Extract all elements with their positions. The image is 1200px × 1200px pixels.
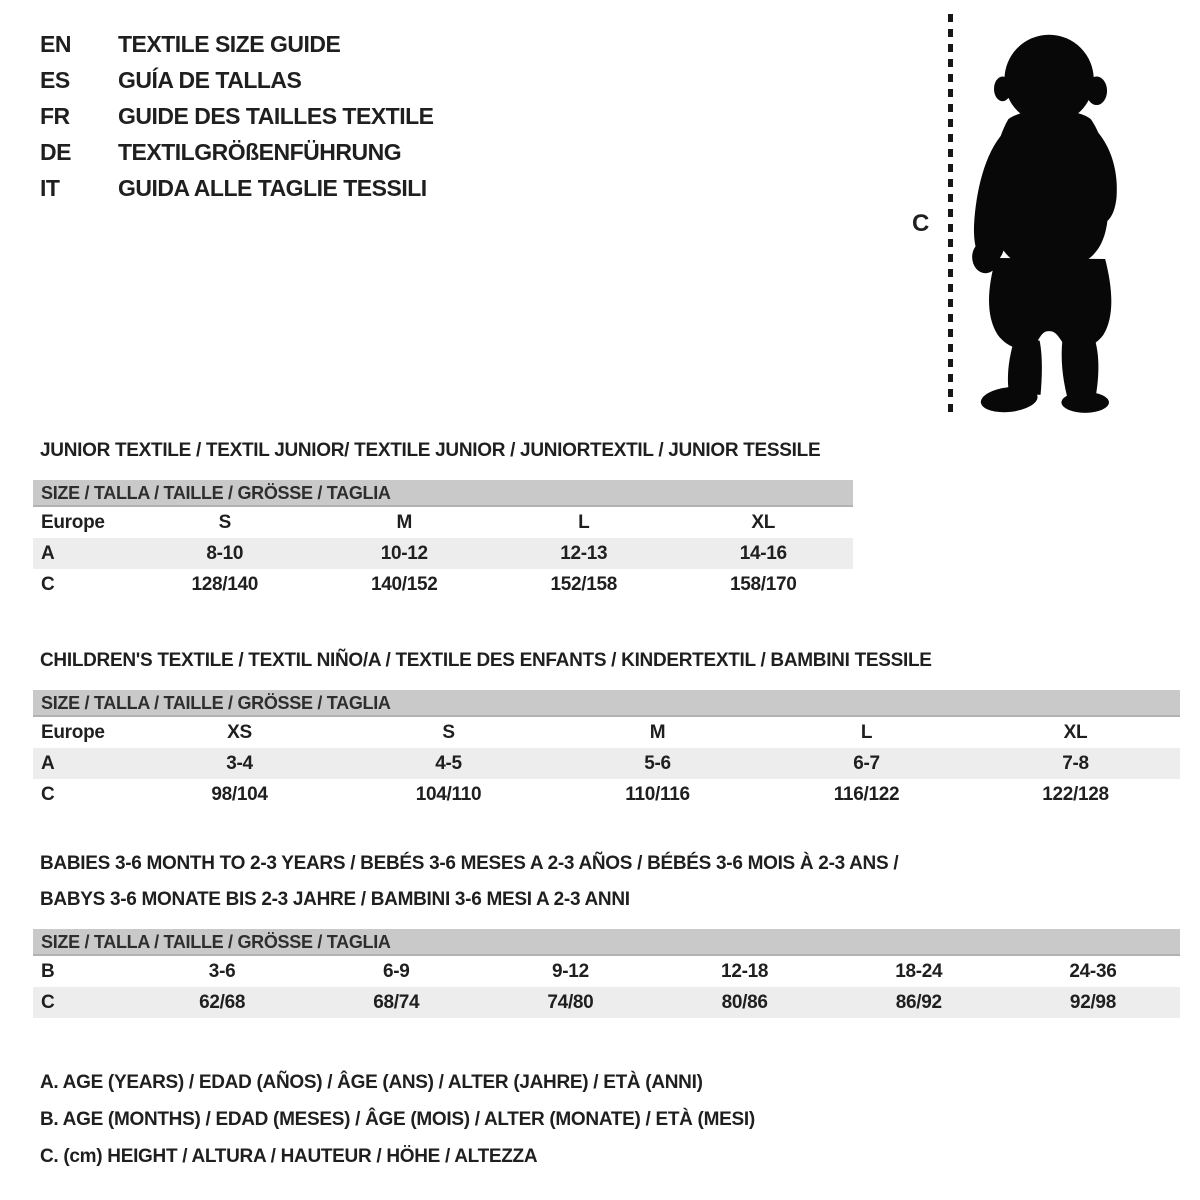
- size-cell: 3-4: [226, 752, 253, 774]
- language-code: FR: [40, 102, 70, 129]
- size-cell: 104/110: [415, 783, 482, 805]
- size-cell: 12-13: [560, 542, 608, 564]
- size-table-section: [33, 433, 853, 600]
- size-cell: 3-6: [208, 960, 236, 982]
- language-title: TEXTILE SIZE GUIDE: [118, 30, 341, 57]
- language-title: GUIDE DES TAILLES TEXTILE: [118, 102, 434, 129]
- measurement-legend: [40, 1064, 755, 1175]
- language-row: [40, 98, 434, 134]
- size-cell: 24-36: [1069, 960, 1117, 982]
- legend-line: C. (cm) HEIGHT / ALTURA / HAUTEUR / HÖHE / ALTEZZA: [40, 1146, 538, 1167]
- legend-line: B. AGE (MONTHS) / EDAD (MESES) / ÂGE (MOIS) / ALTER (MONATE) / ETÀ (MESI): [40, 1109, 755, 1130]
- height-figure: [900, 0, 1160, 430]
- size-table-section: [33, 643, 1180, 810]
- size-cell: S: [442, 721, 455, 743]
- row-label: C: [41, 991, 55, 1013]
- size-cell: 128/140: [191, 573, 259, 595]
- size-cell: 122/128: [1042, 783, 1109, 805]
- table-row: [33, 569, 853, 600]
- size-cell: S: [218, 511, 231, 533]
- height-measure-line: [948, 14, 953, 416]
- section-title: [40, 846, 1180, 918]
- language-row: [40, 62, 434, 98]
- size-cell: 140/152: [370, 573, 438, 595]
- size-cell: 9-12: [552, 960, 589, 982]
- row-label: Europe: [41, 511, 105, 533]
- language-title: GUIDA ALLE TAGLIE TESSILI: [118, 174, 427, 201]
- size-cell: 152/158: [550, 573, 618, 595]
- table-row: [33, 717, 1180, 748]
- section-title-line: JUNIOR TEXTILE / TEXTIL JUNIOR/ TEXTILE JUNIOR / JUNIORTEXTIL / JUNIOR TESSILE: [40, 440, 821, 461]
- size-cell: L: [578, 511, 590, 533]
- size-table-header: SIZE / TALLA / TAILLE / GRÖSSE / TAGLIA: [33, 929, 1180, 956]
- legend-line: A. AGE (YEARS) / EDAD (AÑOS) / ÂGE (ANS) / ALTER (JAHRE) / ETÀ (ANNI): [40, 1072, 703, 1093]
- language-row: [40, 26, 434, 62]
- language-row: [40, 134, 434, 170]
- language-title: GUÍA DE TALLAS: [118, 66, 302, 93]
- size-cell: 80/86: [721, 991, 768, 1013]
- size-cell: M: [396, 511, 413, 533]
- section-title: [40, 643, 1180, 679]
- height-measure-label: C: [912, 210, 930, 237]
- language-code: DE: [40, 138, 71, 165]
- table-row: [33, 538, 853, 569]
- size-cell: 116/122: [833, 783, 900, 805]
- section-title-line: BABYS 3-6 MONATE BIS 2-3 JAHRE / BAMBINI 3-6 MESI A 2-3 ANNI: [40, 889, 630, 910]
- size-cell: M: [649, 721, 666, 743]
- size-cell: 10-12: [380, 542, 428, 564]
- size-cell: XS: [227, 721, 252, 743]
- language-code: ES: [40, 66, 70, 93]
- row-label: A: [41, 542, 55, 564]
- section-title-line: CHILDREN'S TEXTILE / TEXTIL NIÑO/A / TEXTILE DES ENFANTS / KINDERTEXTIL / BAMBINI TESSILE: [40, 650, 932, 671]
- size-cell: 74/80: [547, 991, 594, 1013]
- size-cell: 12-18: [721, 960, 769, 982]
- table-row: [33, 507, 853, 538]
- size-cell: 92/98: [1069, 991, 1116, 1013]
- table-row: [33, 956, 1180, 987]
- section-title-line: BABIES 3-6 MONTH TO 2-3 YEARS / BEBÉS 3-6 MESES A 2-3 AÑOS / BÉBÉS 3-6 MOIS À 2-3 ANS /: [40, 853, 899, 874]
- size-cell: 5-6: [644, 752, 671, 774]
- size-table-section: [33, 846, 1180, 1018]
- table-row: [33, 748, 1180, 779]
- language-code: EN: [40, 30, 71, 57]
- row-label: C: [41, 783, 55, 805]
- size-cell: 4-5: [435, 752, 462, 774]
- size-table: [33, 929, 1180, 1018]
- row-label: C: [41, 573, 55, 595]
- size-cell: XL: [1063, 721, 1088, 743]
- size-cell: 68/74: [373, 991, 420, 1013]
- size-cell: XL: [751, 511, 776, 533]
- table-row: [33, 779, 1180, 810]
- size-cell: 98/104: [211, 783, 268, 805]
- size-table: [33, 690, 1180, 810]
- row-label: A: [41, 752, 55, 774]
- size-cell: 8-10: [206, 542, 244, 564]
- size-cell: 62/68: [199, 991, 246, 1013]
- size-table-header: SIZE / TALLA / TAILLE / GRÖSSE / TAGLIA: [33, 480, 853, 507]
- size-cell: 14-16: [739, 542, 787, 564]
- size-cell: 158/170: [729, 573, 797, 595]
- language-row: [40, 170, 434, 206]
- size-table: [33, 480, 853, 600]
- size-cell: 6-7: [853, 752, 880, 774]
- size-table-header: SIZE / TALLA / TAILLE / GRÖSSE / TAGLIA: [33, 690, 1180, 717]
- size-cell: 6-9: [382, 960, 410, 982]
- language-title-list: [40, 26, 434, 206]
- size-cell: L: [860, 721, 873, 743]
- toddler-silhouette-icon: [956, 20, 1146, 420]
- language-title: TEXTILGRÖßENFÜHRUNG: [118, 138, 402, 165]
- size-cell: 18-24: [895, 960, 943, 982]
- language-code: IT: [40, 174, 60, 201]
- table-row: [33, 987, 1180, 1018]
- size-cell: 7-8: [1062, 752, 1089, 774]
- size-cell: 86/92: [895, 991, 942, 1013]
- row-label: B: [41, 960, 55, 982]
- row-label: Europe: [41, 721, 105, 743]
- section-title: [40, 433, 853, 469]
- size-cell: 110/116: [625, 783, 690, 805]
